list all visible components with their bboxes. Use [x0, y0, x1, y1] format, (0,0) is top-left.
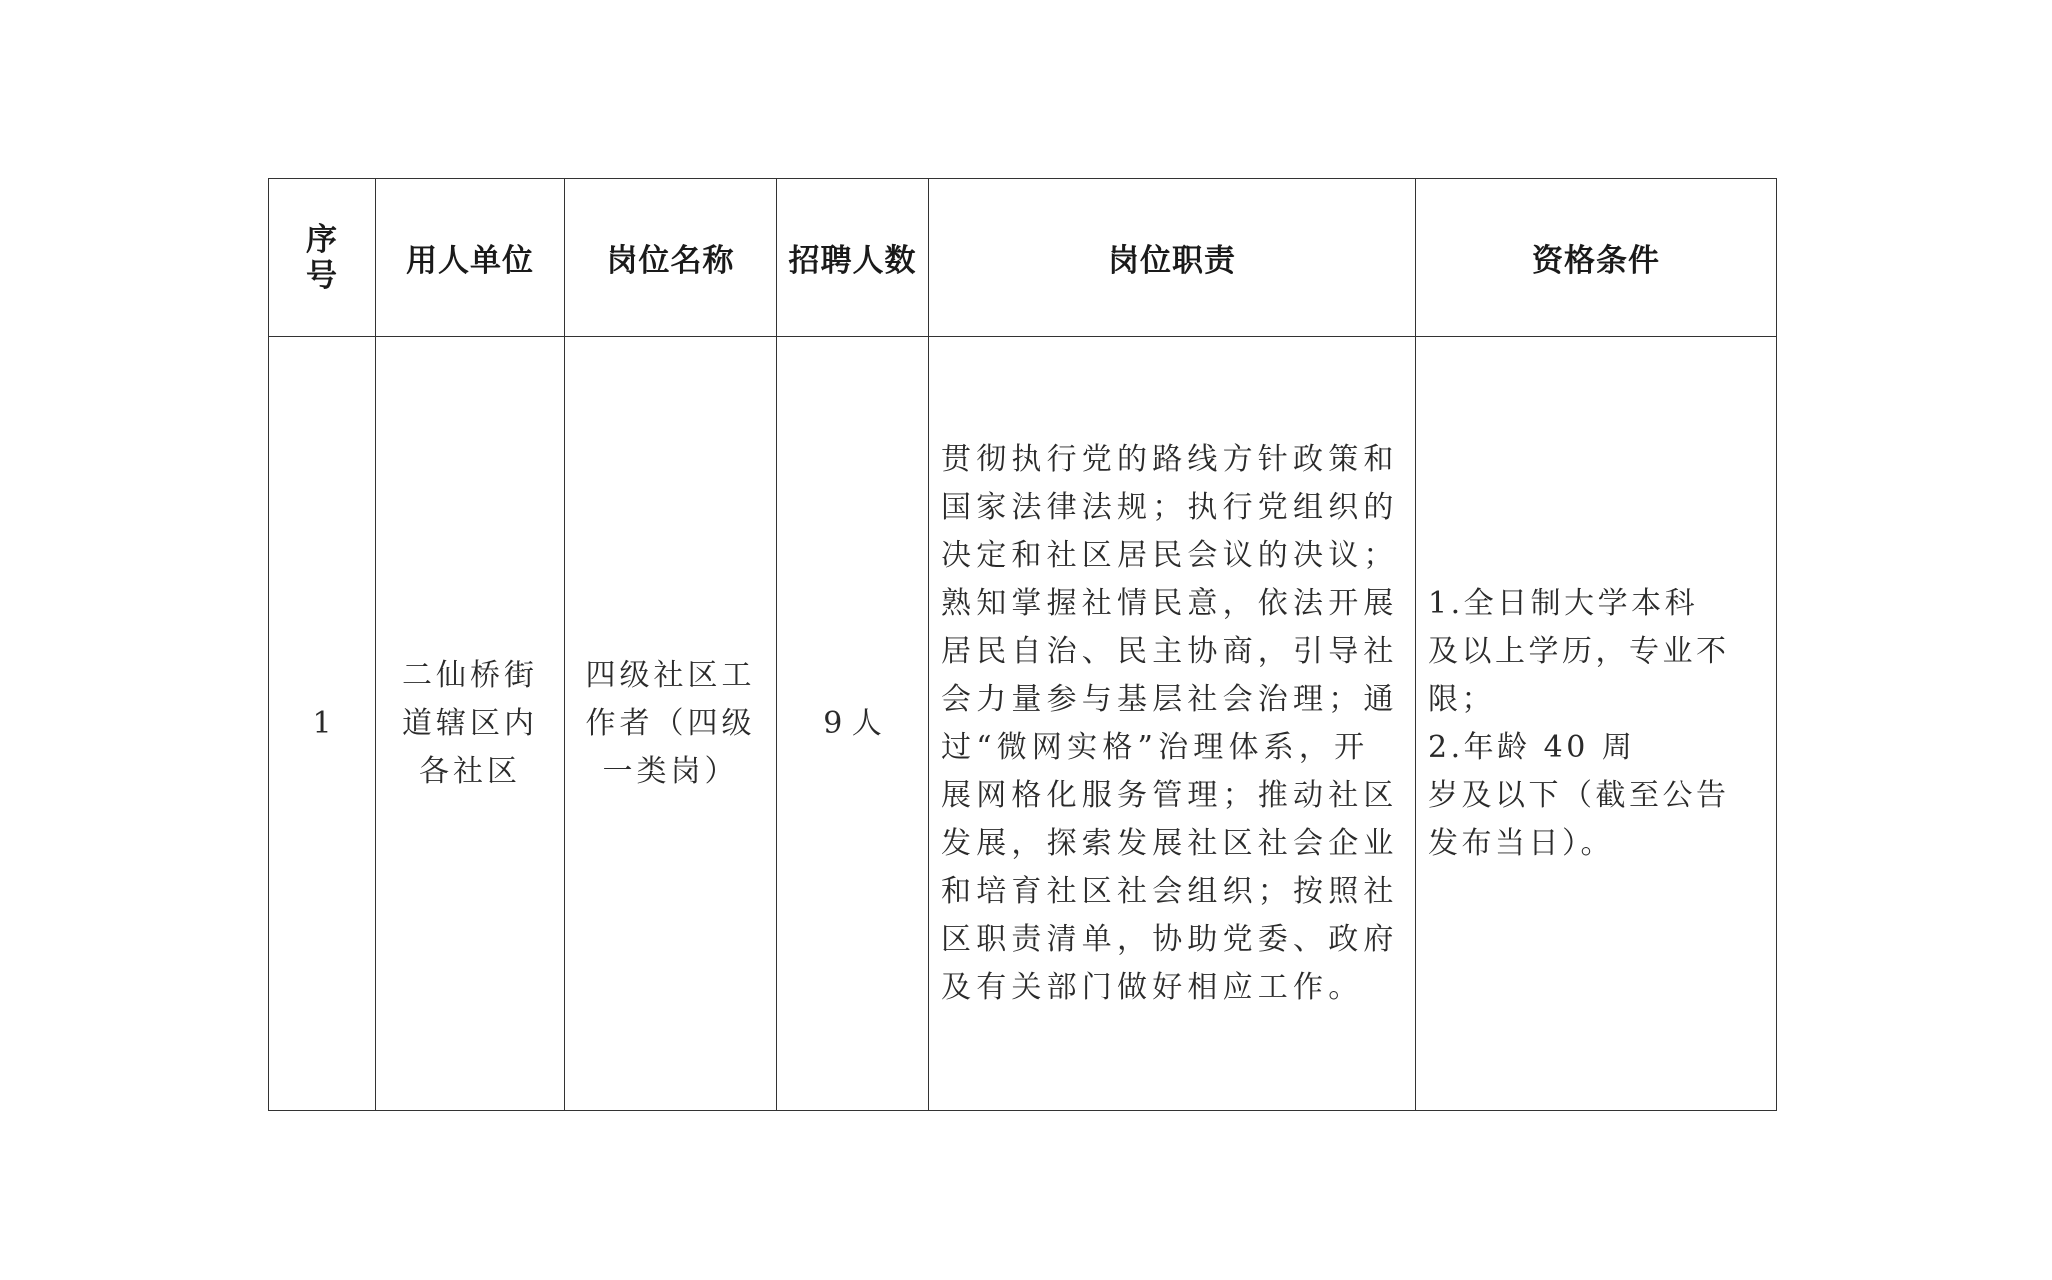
header-serial — [269, 179, 376, 337]
cell-employer — [376, 337, 565, 1111]
cell-duties-text: 贯彻执行党的路线方针政策和 国家法律法规；执行党组织的 决定和社区居民会议的决议； 熟知掌握社情民意，依法开展 居民自治、民主协商，引导社 会力量参与基层社会治理；通 过“微网实格”治理体系，开 展网格化服务管理；推动社区 发展，探索发展社区社会企业 和培育社区社会组织；按照社 区职责清单，协助党委、政府 及有关部门做好相应工作。 — [941, 441, 1399, 1005]
qualification-item-2: 2.年龄 40 周 岁及以下（截至公告 发布当日）。 — [1428, 729, 1730, 861]
header-employer: 用人单位 — [376, 179, 565, 337]
qualification-item-1: 1.全日制大学本科 及以上学历，专业不 限； — [1428, 585, 1730, 717]
recruitment-table-container — [268, 178, 1776, 1111]
cell-count: 9 人 — [777, 337, 929, 1111]
cell-serial: 1 — [269, 337, 376, 1111]
header-count: 招聘人数 — [777, 179, 929, 337]
header-duties: 岗位职责 — [929, 179, 1416, 337]
cell-duties — [929, 337, 1416, 1111]
header-qualifications: 资格条件 — [1416, 179, 1777, 337]
cell-employer-text: 二仙桥街 道辖区内 各社区 — [402, 657, 538, 789]
cell-qualifications — [1416, 337, 1777, 1111]
cell-position-text: 四级社区工 作者（四级 一类岗） — [585, 657, 756, 789]
header-serial-text: 序 号 — [306, 221, 338, 294]
cell-position — [565, 337, 777, 1111]
table-row — [269, 337, 1777, 1111]
header-position: 岗位名称 — [565, 179, 777, 337]
recruitment-table — [268, 178, 1777, 1111]
table-header-row — [269, 179, 1777, 337]
